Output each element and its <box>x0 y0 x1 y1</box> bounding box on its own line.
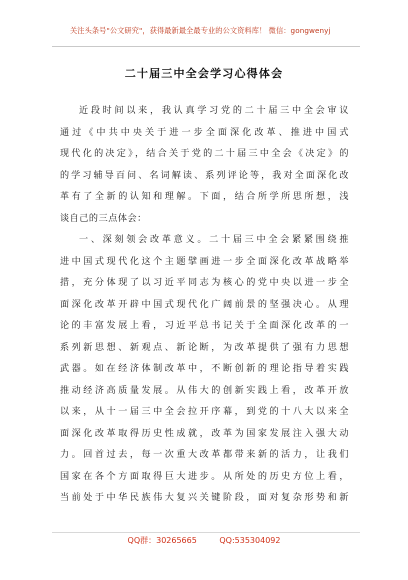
document-line: 面深化改革取得历史性成就，改革为国家发展注入强大动 <box>60 428 349 439</box>
document-line: 的学习辅导百问、名词解读、系列评论等，我对全面深化改 <box>60 170 349 181</box>
document-line: 现代化的决定》，结合关于党的二十届三中全会《决定》的 <box>60 149 349 159</box>
document-line: 国家在各个方面取得巨大进步。从所处的历史方位上看， <box>60 471 349 482</box>
document-line: 革有了全新的认知和理解。下面，结合所学所思所想，浅 <box>60 192 349 202</box>
document-line: 当前处于中华民族伟大复兴关键阶段，面对复杂形势和新 <box>60 493 349 503</box>
document-line: 措，充分体现了以习近平同志为核心的党中央以进一步全 <box>60 278 349 288</box>
qq-group-link[interactable]: QQ群：30265665 <box>127 536 197 545</box>
document-line: 谈自己的三点体会： <box>60 213 147 224</box>
document-line: 力。回首过去，每一次重大改革都带来新的活力，让我们 <box>60 450 349 460</box>
document-line: 一、深刻领会改革意义。二十届三中全会紧紧围绕推 <box>79 235 349 245</box>
document-line: 近段时间以来，我认真学习党的二十届三中全会审议 <box>79 106 349 116</box>
header-divider <box>52 46 360 47</box>
header-banner: 关注头条号"公文研究"，获得最新最全最专业的公文资料库！ 微信：gongwenyj <box>70 26 331 35</box>
footer <box>0 535 408 546</box>
document-body <box>60 101 349 510</box>
document-line: 武器。如在经济体制改革中，不断创新的理论指导着实践 <box>60 364 349 374</box>
document-line: 推动经济高质量发展。从伟大的创新实践上看，改革开放 <box>60 385 349 396</box>
footer-divider <box>52 532 360 533</box>
document-line: 通过《中共中央关于进一步全面深化改革、推进中国式 <box>60 127 349 138</box>
document-line: 以来，从十一届三中全会拉开序幕，到党的十八大以来全 <box>60 407 349 417</box>
document-line: 进中国式现代化这个主题擘画进一步全面深化改革战略举 <box>60 256 349 267</box>
qq-contact-link[interactable]: QQ:535304092 <box>219 536 281 545</box>
document-line: 面深化改革开辟中国式现代化广阔前景的坚强决心。从理 <box>60 299 349 310</box>
document-line: 系列新思想、新观点、新论断，为改革提供了强有力思想 <box>60 342 349 353</box>
document-line: 论的丰富发展上看，习近平总书记关于全面深化改革的一 <box>60 321 349 331</box>
document-title: 二十届三中全会学习心得体会 <box>124 67 284 80</box>
